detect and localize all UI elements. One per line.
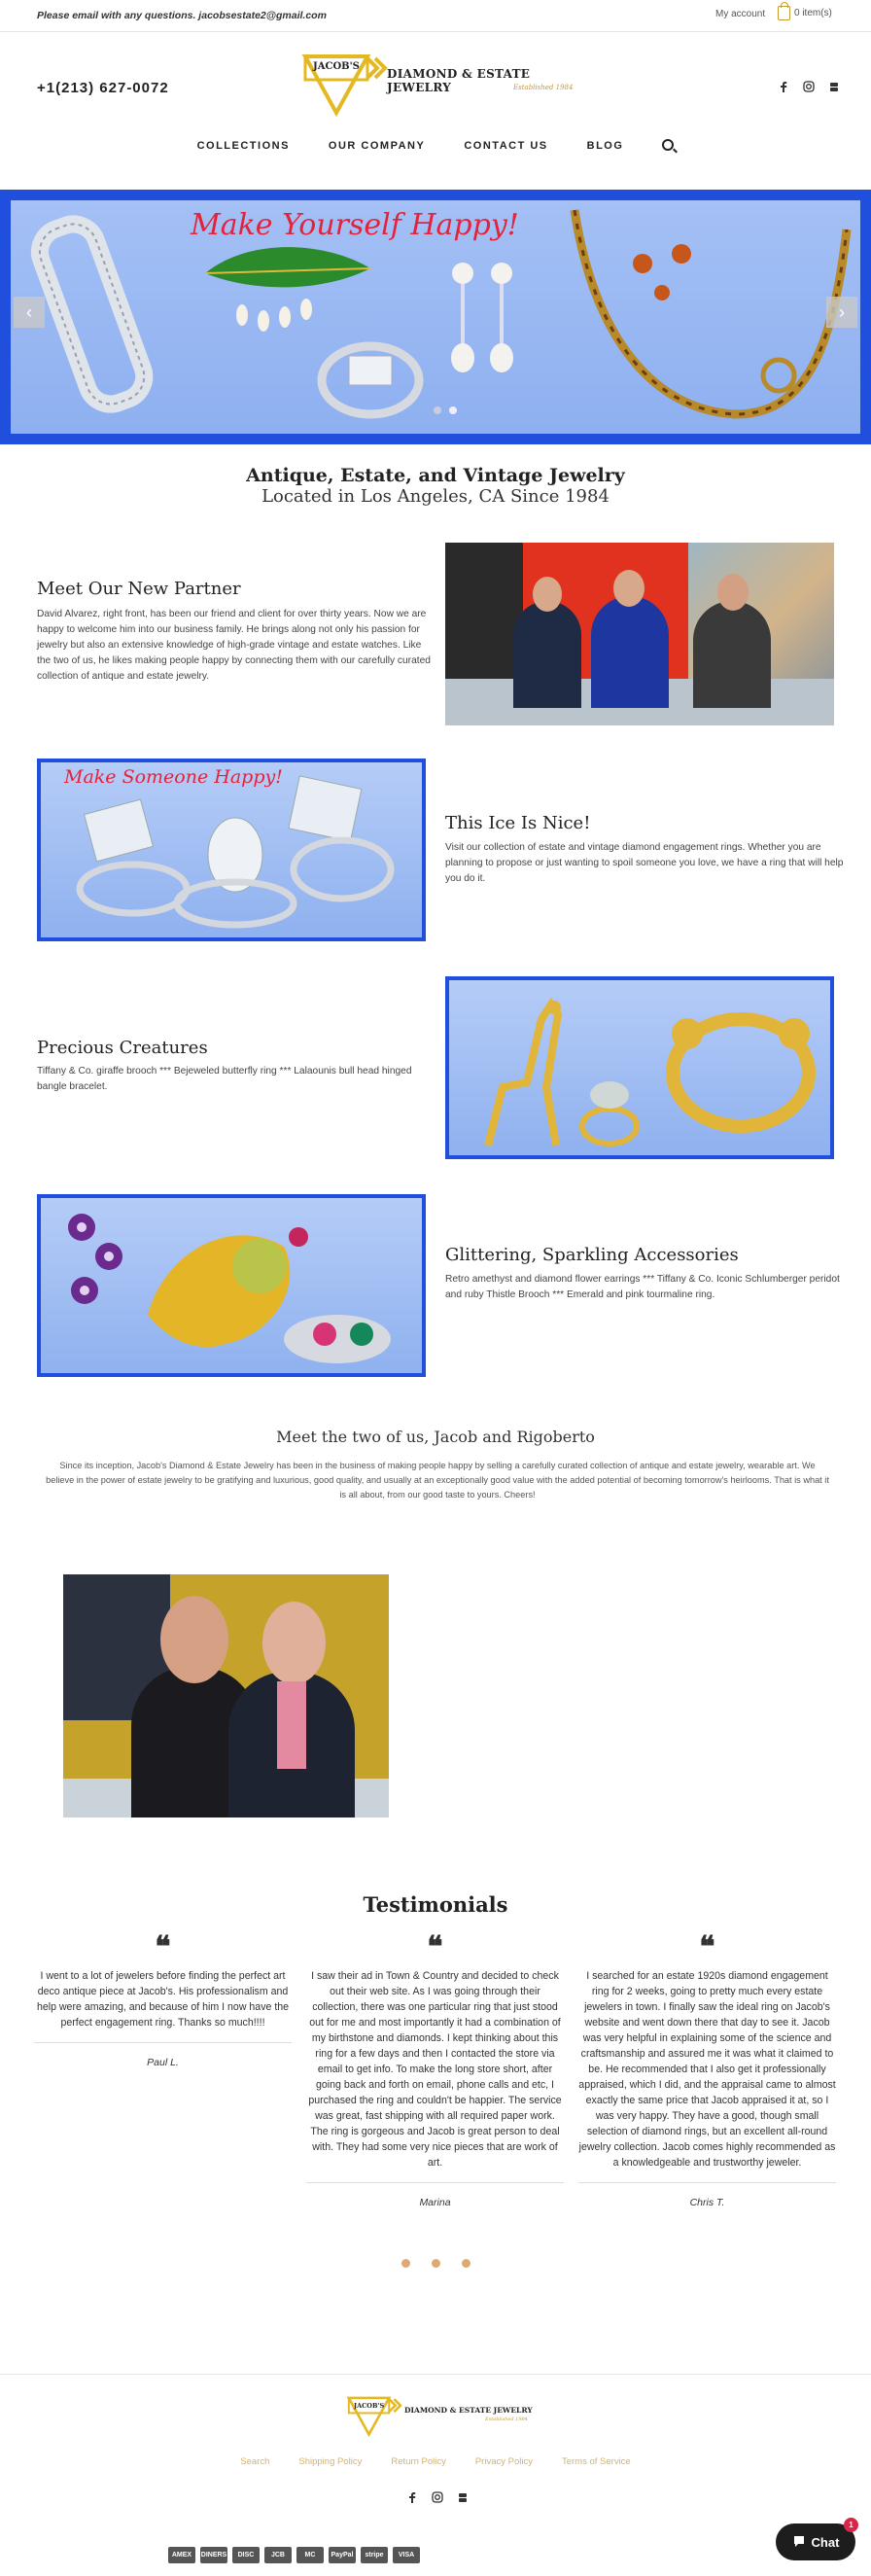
discover-icon: DISC bbox=[232, 2547, 260, 2563]
footer-link-shipping[interactable]: Shipping Policy bbox=[298, 2456, 363, 2467]
testimonial-author: Paul L. bbox=[147, 2057, 179, 2068]
mastercard-icon: MC bbox=[296, 2547, 324, 2563]
chat-badge: 1 bbox=[844, 2518, 858, 2532]
testimonial bbox=[578, 1930, 836, 2208]
hero-dot[interactable] bbox=[449, 406, 457, 414]
feature-text: Retro amethyst and diamond flower earrings *** Tiffany & Co. Iconic Schlumberger peridot and ruby Thistle Brooch *** Emerald and pink tourmaline ring. bbox=[445, 1274, 840, 1300]
feature-text: David Alvarez, right front, has been our friend and client for over thirty years. Now we are happy to welcome him into our business family. He brings along not only his passion for jewelry but also an extensive knowledge of high-grade vintage and estate watches. Like the two of us, he likes making people happy by connecting them with our carefully curated collection of antique and estate jewelry. bbox=[37, 609, 431, 682]
search-icon[interactable] bbox=[662, 139, 674, 151]
divider bbox=[34, 2042, 292, 2043]
intro-subtitle: Located in Los Angeles, CA Since 1984 bbox=[261, 486, 610, 507]
stripe-icon: stripe bbox=[361, 2547, 388, 2563]
testimonial-dots bbox=[401, 2259, 470, 2268]
top-bar bbox=[0, 0, 871, 32]
logo-jacobs: JACOB'S bbox=[313, 61, 360, 72]
jcb-icon: JCB bbox=[264, 2547, 292, 2563]
testimonial-text: I saw their ad in Town & Country and decided to check out their web site. As I was going through their collection, there was one particular ring that just stood out for me and most importantly it had a combination of my birthstone and diamonds. I kept thinking about this ring for a few days and then I contacted the store via email to get info. To make the long store short, after going back and forth on email, phone calls and etc, I purchased the ring and couldn't be happier. The service was great, fast shipping with all required paper work. The ring is gorgeous and Jacob is great person to deal with. They had some very nice pieces that are work of art. bbox=[308, 1970, 562, 2169]
testimonial-dot[interactable] bbox=[432, 2259, 440, 2268]
partners-photo[interactable] bbox=[445, 543, 834, 725]
footer-logo-name: DIAMOND & ESTATE JEWELRY bbox=[404, 2406, 533, 2415]
owners-photo[interactable] bbox=[63, 1574, 389, 1817]
chat-label: Chat bbox=[811, 2534, 840, 2550]
facebook-icon[interactable] bbox=[406, 2490, 418, 2508]
footer-social bbox=[406, 2490, 469, 2508]
hero-dots bbox=[434, 406, 457, 414]
testimonial-author: Marina bbox=[419, 2197, 451, 2208]
feature-title: Glittering, Sparkling Accessories bbox=[445, 1245, 739, 1265]
footer-link-return[interactable]: Return Policy bbox=[391, 2456, 446, 2467]
testimonial bbox=[34, 1930, 292, 2068]
youtube-icon[interactable] bbox=[828, 80, 840, 91]
feature-text: Visit our collection of estate and vintage diamond engagement rings. Whether you are planning to propose or just wanting to spoil someone you love, we have a ring that will help you do it. bbox=[445, 842, 844, 884]
youtube-icon[interactable] bbox=[457, 2490, 469, 2508]
testimonial-author: Chris T. bbox=[689, 2197, 725, 2208]
footer bbox=[0, 2374, 871, 2576]
divider bbox=[578, 2182, 836, 2183]
cart-link[interactable] bbox=[778, 6, 832, 20]
paypal-icon: PayPal bbox=[329, 2547, 356, 2563]
site-logo[interactable] bbox=[301, 51, 583, 119]
facebook-icon[interactable] bbox=[778, 80, 789, 91]
hero-dot[interactable] bbox=[434, 406, 441, 414]
cart-bag-icon bbox=[778, 6, 790, 20]
creatures-image[interactable] bbox=[445, 976, 834, 1159]
header-social bbox=[778, 80, 840, 91]
footer-links bbox=[0, 2456, 871, 2467]
intro-title: Antique, Estate, and Vintage Jewelry bbox=[246, 465, 625, 486]
phone-number[interactable]: +1(213) 627-0072 bbox=[37, 80, 169, 96]
nav-contact-us[interactable]: CONTACT US bbox=[464, 140, 548, 152]
main-nav bbox=[0, 140, 871, 152]
my-account-link[interactable]: My account bbox=[715, 9, 766, 19]
footer-logo-established: Established 1984 bbox=[485, 2417, 528, 2422]
footer-link-privacy[interactable]: Privacy Policy bbox=[474, 2456, 533, 2467]
rings-image[interactable] bbox=[37, 759, 426, 941]
testimonial-text: I searched for an estate 1920s diamond engagement ring for 2 weeks, going to pretty much every estate jewelers in town. I finally saw the ideal ring on Jacob's website and went down there that day to see it. Jacob was very helpful in explaining some of the science and craftsmanship and assured me it was what it claimed to be. He recommended that I also get it professionally appraised, which I did, and the appraisal came to almost exactly the same price that Jacob appraised it at, so I was very happy. They have a good, though small selection of diamond rings, but an excellent all-round jewelry collection. Jacob comes highly recommended as a knowledgeable and trustworthy jeweler. bbox=[578, 1970, 836, 2169]
nav-collections[interactable]: COLLECTIONS bbox=[196, 140, 290, 152]
testimonial bbox=[306, 1930, 564, 2208]
hero-jewelry-image bbox=[11, 200, 860, 434]
payment-icons bbox=[168, 2547, 420, 2563]
footer-logo[interactable] bbox=[346, 2394, 531, 2437]
feature-title: This Ice Is Nice! bbox=[445, 813, 591, 833]
hero-slider bbox=[0, 190, 871, 444]
footer-logo-diamond-icon bbox=[346, 2394, 404, 2437]
divider bbox=[306, 2182, 564, 2183]
cart-count: 0 item(s) bbox=[794, 8, 832, 18]
hero-prev-button[interactable]: ‹ bbox=[14, 297, 45, 328]
feature-title: Meet Our New Partner bbox=[37, 579, 241, 599]
instagram-icon[interactable] bbox=[432, 2490, 443, 2508]
meet-text: Since its inception, Jacob's Diamond & Estate Jewelry has been in the business of making people happy by selling a carefully curated collection of antique and estate jewelry, wearable art. We believe in the power of estate jewelry to be gratifying and luxurious, good quality, and usually at an exceptionally good value with the added potential of becoming tomorrow's heirlooms. That is what it is all about, from our good taste to yours. Cheers! bbox=[46, 1461, 829, 1500]
meet-title: Meet the two of us, Jacob and Rigoberto bbox=[276, 1428, 595, 1446]
logo-established: Established 1984 bbox=[513, 84, 574, 91]
feature-text: Tiffany & Co. giraffe brooch *** Bejeweled butterfly ring *** Lalaounis bull head hinged bangle bracelet. bbox=[37, 1066, 412, 1092]
hero-next-button[interactable]: › bbox=[826, 297, 857, 328]
footer-link-search[interactable]: Search bbox=[240, 2456, 270, 2467]
accessories-image[interactable] bbox=[37, 1194, 426, 1377]
instagram-icon[interactable] bbox=[803, 80, 815, 91]
testimonials-title: Testimonials bbox=[363, 1892, 508, 1917]
nav-blog[interactable]: BLOG bbox=[586, 140, 624, 152]
footer-link-terms[interactable]: Terms of Service bbox=[561, 2456, 631, 2467]
feature-title: Precious Creatures bbox=[37, 1038, 208, 1058]
nav-our-company[interactable]: OUR COMPANY bbox=[328, 140, 426, 152]
testimonial-dot[interactable] bbox=[401, 2259, 410, 2268]
hero-slide[interactable] bbox=[11, 200, 860, 434]
testimonial-text: I went to a lot of jewelers before finding the perfect art deco antique piece at Jacob's. His professionalism and help were amazing, and because of him I now have the perfect engagement ring. Thanks so much!!!! bbox=[36, 1970, 290, 2029]
chat-bubble-icon bbox=[792, 2534, 806, 2551]
footer-logo-jacobs: JACOB'S bbox=[354, 2402, 385, 2410]
logo-name: DIAMOND & ESTATE JEWELRY bbox=[387, 67, 531, 94]
visa-icon: VISA bbox=[393, 2547, 420, 2563]
email-message: Please email with any questions. jacobsestate2@gmail.com bbox=[37, 10, 327, 21]
hero-title: Make Yourself Happy! bbox=[191, 208, 519, 242]
quote-icon: ❝ bbox=[427, 1930, 443, 1964]
amex-icon: AMEX bbox=[168, 2547, 195, 2563]
diners-icon: DINERS bbox=[200, 2547, 227, 2563]
chat-button[interactable] bbox=[776, 2523, 855, 2560]
testimonial-dot[interactable] bbox=[462, 2259, 470, 2268]
quote-icon: ❝ bbox=[699, 1930, 715, 1964]
quote-icon: ❝ bbox=[155, 1930, 171, 1964]
rings-caption: Make Someone Happy! bbox=[64, 766, 283, 788]
